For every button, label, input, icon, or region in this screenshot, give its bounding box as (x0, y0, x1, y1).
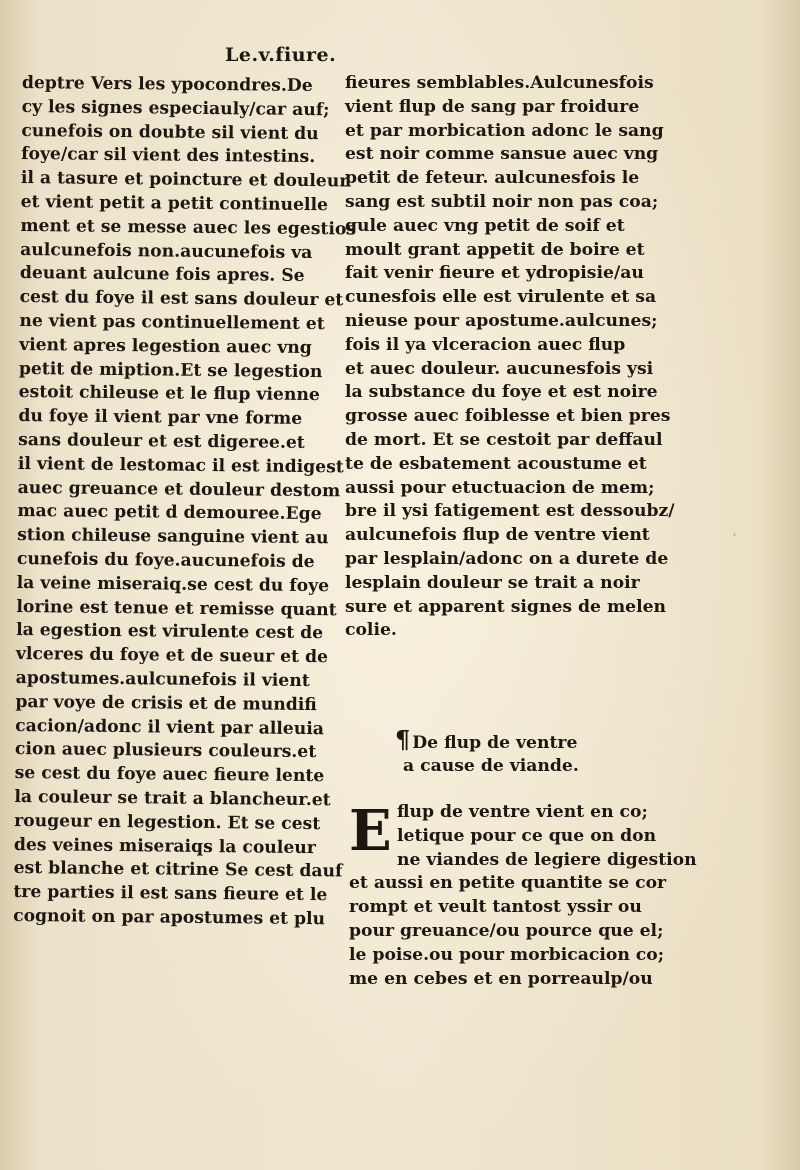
text-line: aulcunefois non.aucunefois va (20, 239, 313, 263)
text-line: par lesplain/adonc on a durete de (345, 548, 669, 569)
text-line: par voye de crisis et de mundifi (15, 691, 317, 715)
text-line: de mort. Et se cestoit par deffaul (345, 429, 663, 450)
text-line: gule auec vng petit de soif et (345, 215, 625, 236)
text-line: pour greuance/ou pource que el; (349, 920, 664, 941)
text-line: le poise.ou pour morbicacion co; (349, 944, 665, 965)
text-line: bre il ysi fatigement est dessoubz/ (345, 501, 675, 522)
text-line: auec greuance et douleur destom (17, 477, 341, 501)
text-line: me en cebes et en porreaulp/ou (349, 968, 653, 989)
text-line: ne viandes de legiere digestion (397, 849, 697, 870)
text-line: lorine est tenue et remisse quant (16, 596, 337, 620)
text-line: sans douleur et est digeree.et (18, 429, 305, 453)
text-line: la couleur se trait a blancheur.et (14, 786, 331, 811)
left-text-column (13, 72, 357, 932)
pilcrow-mark: ¶ (395, 725, 411, 754)
text-line: est blanche et citrine Se cest dauf (13, 858, 343, 882)
text-line: il a tasure et poincture et douleur (20, 168, 349, 192)
text-line: te de esbatement acoustume et (345, 453, 647, 474)
text-line: grosse auec foiblesse et bien pres (345, 406, 671, 427)
text-line: ment et se messe auec les egestios (20, 215, 357, 240)
text-line: moult grant appetit de boire et (345, 239, 645, 260)
text-line: cacion/adonc il vient par alleuia (15, 715, 325, 739)
text-line: stion chileuse sanguine vient au (17, 525, 329, 549)
text-line: fieures semblables.Aulcunesfois (345, 73, 654, 93)
text-line: vient apres legestion auec vng (19, 334, 312, 358)
text-line: et par morbication adonc le sang (345, 120, 664, 141)
text-line: et auec douleur. aucunesfois ysi (345, 358, 654, 379)
text-line: sang est subtil noir non pas coa; (345, 191, 659, 212)
text-line: cunesfois elle est virulente et sa (345, 287, 657, 308)
text-line: deuant aulcune fois apres. Se (19, 263, 305, 287)
text-line: du foye il vient par vne forme (18, 406, 303, 430)
text-line: des veines miseraiqs la couleur (13, 834, 316, 858)
text-line: cognoit on par apostumes et plu (13, 905, 326, 930)
text-line: letique pour ce que on don (397, 825, 657, 846)
text-line: cion auec plusieurs couleurs.et (14, 739, 317, 763)
text-line: fois il ya vlceracion auec flup (345, 334, 626, 355)
text-line: est noir comme sansue auec vng (345, 144, 659, 165)
text-line: cunefois du foye.aucunefois de (16, 548, 315, 573)
right-text-column (345, 72, 675, 643)
text-line: apostumes.aulcunefois il vient (15, 667, 310, 691)
text-line: rougeur en legestion. Et se cest (14, 810, 321, 834)
text-line: estoit chileuse et le flup vienne (18, 382, 320, 406)
text-line: flup de ventre vient en co; (397, 802, 648, 822)
page-mark: ’ (733, 533, 737, 544)
text-line: ne vient pas continuellement et (19, 310, 325, 335)
drop-cap-initial: E (349, 798, 392, 864)
text-line: cest du foye il est sans douleur et (19, 287, 344, 311)
text-line: petit de miption.Et se legestion (18, 358, 323, 382)
text-line: il vient de lestomac il est indigest (17, 453, 344, 478)
section-heading-line-1: De flup de ventre (412, 733, 578, 753)
text-line: fait venir fieure et ydropisie/au (345, 263, 644, 284)
text-line: lesplain douleur se trait a noir (345, 572, 640, 593)
text-line: vlceres du foye et de sueur et de (15, 644, 329, 668)
text-line: tre parties il est sans fieure et le (13, 882, 328, 906)
text-line: vient flup de sang par froidure (345, 96, 640, 117)
text-line: la substance du foye et est noire (345, 382, 658, 403)
text-line: colie. (345, 620, 397, 641)
text-line: cunefois on doubte sil vient du (21, 120, 319, 144)
section-body-text (349, 800, 697, 990)
text-line: sure et apparent signes de melen (345, 596, 667, 617)
text-line: la egestion est virulente cest de (16, 620, 324, 644)
text-line: et aussi en petite quantite se cor (349, 873, 667, 894)
text-line: la veine miseraiq.se cest du foye (16, 572, 330, 596)
text-line: mac auec petit d demouree.Ege (17, 501, 322, 525)
text-line: et vient petit a petit continuelle (20, 191, 329, 216)
text-line: aulcunefois flup de ventre vient (345, 525, 650, 546)
text-line: se cest du foye auec fieure lente (14, 763, 325, 787)
text-line: aussi pour etuctuacion de mem; (345, 477, 655, 498)
text-line: rompt et veult tantost yssir ou (349, 897, 642, 918)
section-heading (395, 725, 579, 778)
running-header: Le.v.fiure. (225, 44, 337, 66)
text-line: cy les signes especiauly/car auf; (21, 96, 330, 121)
section-heading-line-2: a cause de viande. (403, 756, 579, 776)
text-line: nieuse pour apostume.aulcunes; (345, 310, 658, 331)
text-line: petit de feteur. aulcunesfois le (345, 168, 640, 189)
text-line: foye/car sil vient des intestins. (21, 144, 316, 168)
text-line: deptre Vers les ypocondres.De (21, 72, 313, 97)
